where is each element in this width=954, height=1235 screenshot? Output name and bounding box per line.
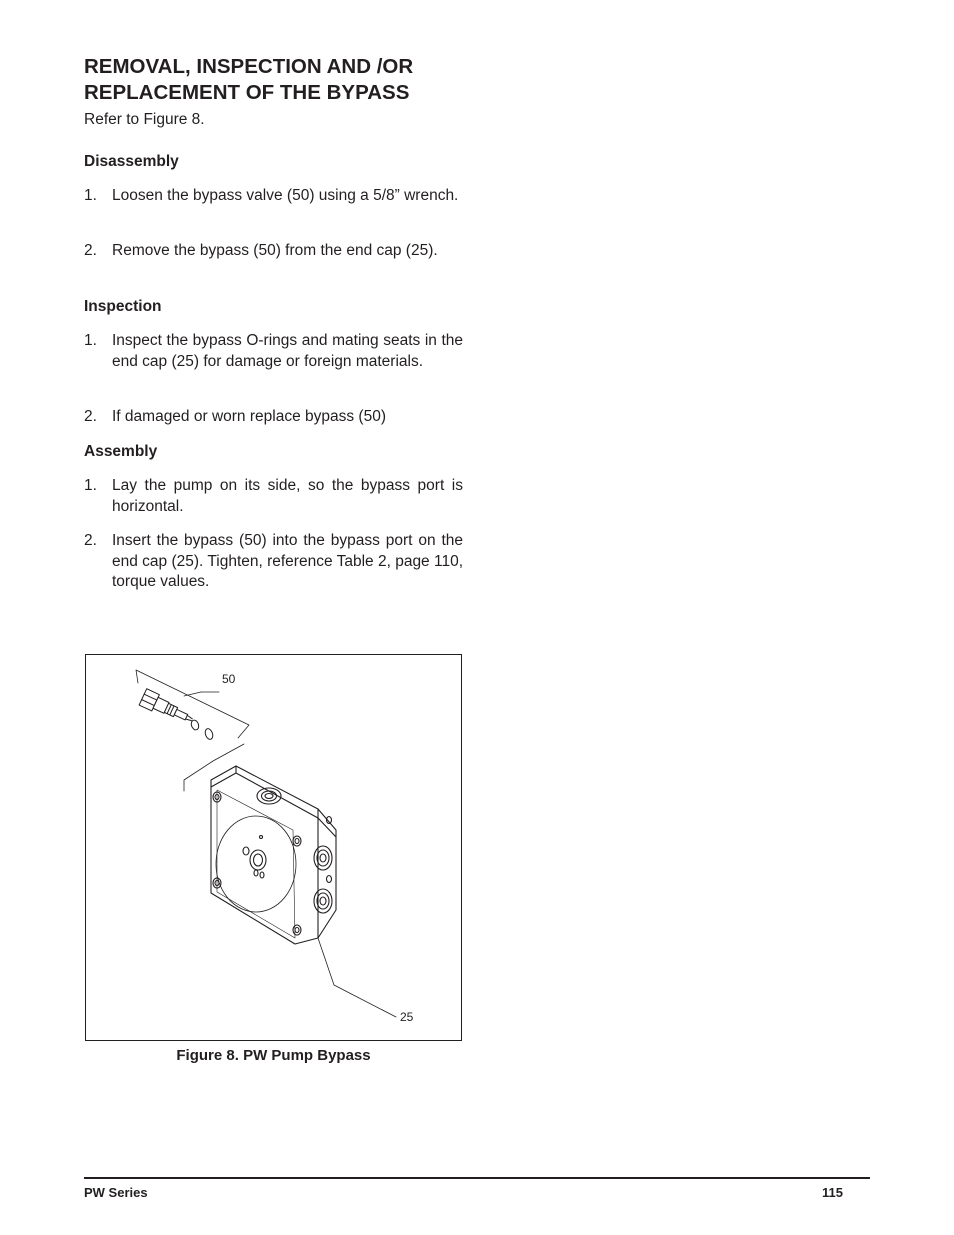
step-number: 1. xyxy=(84,477,97,494)
page-title: REMOVAL, INSPECTION AND /OR REPLACEMENT OF THE BYPASS xyxy=(84,55,414,104)
list-item xyxy=(84,186,463,207)
step-number: 1. xyxy=(84,332,97,349)
page-number: 115 xyxy=(822,1185,843,1200)
intro-text: Refer to Figure 8. xyxy=(84,111,205,128)
bypass-exploded-diagram xyxy=(86,655,463,1042)
step-text: Lay the pump on its side, so the bypass port is horizontal. xyxy=(112,477,463,515)
section-heading-disassembly: Disassembly xyxy=(84,153,179,170)
callout-50: 50 xyxy=(222,672,236,686)
step-text: Insert the bypass (50) into the bypass port on the end cap (25). Tighten, reference Table 2, page 110, torque values. xyxy=(112,532,464,591)
step-number: 2. xyxy=(84,532,97,549)
section-heading-inspection: Inspection xyxy=(84,298,162,315)
step-number: 2. xyxy=(84,408,97,425)
step-text: Inspect the bypass O-rings and mating seats in the end cap (25) for damage or foreign materials. xyxy=(112,332,463,370)
list-item xyxy=(84,241,463,262)
step-text: Remove the bypass (50) from the end cap (25). xyxy=(112,242,438,259)
end-cap-part xyxy=(211,766,336,944)
list-item xyxy=(84,407,463,428)
figure-caption: Figure 8. PW Pump Bypass xyxy=(176,1047,371,1064)
figure-frame xyxy=(85,654,462,1041)
callout-25: 25 xyxy=(400,1010,414,1024)
o-ring-large xyxy=(204,728,214,741)
list-item xyxy=(84,531,463,593)
step-text: If damaged or worn replace bypass (50) xyxy=(112,408,386,425)
step-text: Loosen the bypass valve (50) using a 5/8” wrench. xyxy=(112,187,459,204)
step-number: 2. xyxy=(84,242,97,259)
footer-divider xyxy=(84,1177,870,1179)
footer-series-name: PW Series xyxy=(84,1185,148,1200)
section-heading-assembly: Assembly xyxy=(84,443,158,460)
list-item xyxy=(84,331,463,372)
step-number: 1. xyxy=(84,187,97,204)
list-item xyxy=(84,476,463,517)
